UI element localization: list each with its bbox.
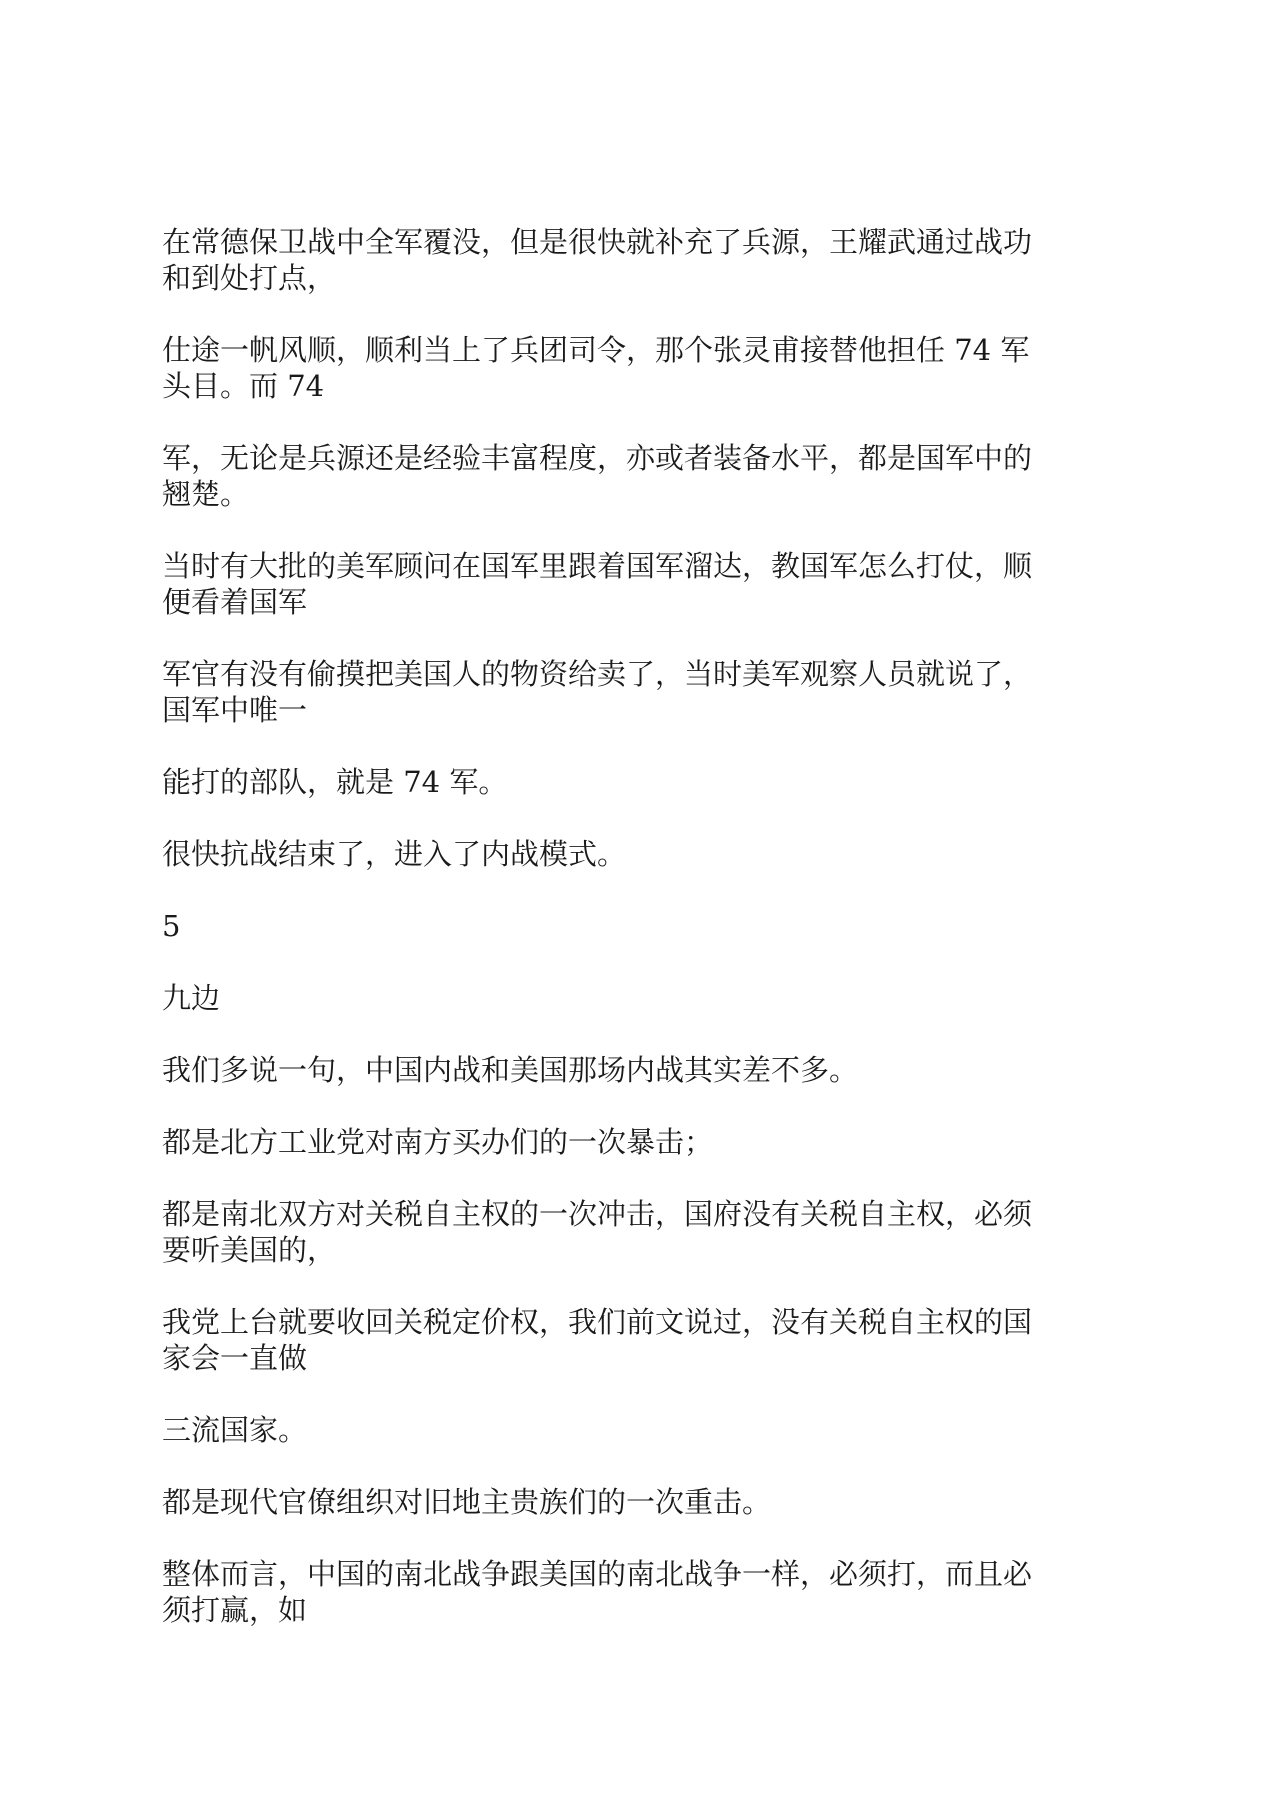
paragraph-10 [162,1196,1092,1268]
paragraph-line: 军官有没有偷摸把美国人的物资给卖了，当时美军观察人员就说了， [162,657,1033,691]
paragraph-2 [162,332,1092,404]
paragraph-line: 我们多说一句，中国内战和美国那场内战其实差不多。 [162,1053,859,1087]
paragraph-line: 国军中唯一 [162,693,308,727]
paragraph-12 [162,1412,1092,1448]
paragraph-6 [162,764,1092,800]
paragraph-line: 家会一直做 [162,1341,308,1375]
paragraph-14 [162,1556,1092,1628]
paragraph-line: 要听美国的， [162,1233,337,1267]
paragraph-line: 军，无论是兵源还是经验丰富程度，亦或者装备水平，都是国军中的 [162,441,1033,475]
paragraph-line: 5 [162,909,181,943]
paragraph-9 [162,1124,1092,1160]
paragraph-5 [162,656,1092,728]
paragraph-line: 我党上台就要收回关税定价权，我们前文说过，没有关税自主权的国 [162,1305,1033,1339]
paragraph-8 [162,1052,1092,1088]
paragraph-line: 三流国家。 [162,1413,308,1447]
paragraph-line: 头目。而 74 [162,369,325,403]
document-body [162,224,1092,1664]
paragraph-line: 很快抗战结束了，进入了内战模式。 [162,837,627,871]
paragraph-3 [162,440,1092,512]
paragraph-line: 当时有大批的美军顾问在国军里跟着国军溜达，教国军怎么打仗，顺 [162,549,1033,583]
paragraph-line: 都是现代官僚组织对旧地主贵族们的一次重击。 [162,1485,772,1519]
paragraph-line: 九边 [162,981,221,1015]
paragraph-4 [162,548,1092,620]
paragraph-line: 能打的部队，就是 74 军。 [162,765,508,799]
paragraph-1 [162,224,1092,296]
paragraph-line: 都是北方工业党对南方买办们的一次暴击； [162,1125,714,1159]
author-name [162,980,1092,1016]
paragraph-line: 须打赢，如 [162,1593,308,1627]
paragraph-line: 都是南北双方对关税自主权的一次冲击，国府没有关税自主权，必须 [162,1197,1033,1231]
paragraph-line: 整体而言，中国的南北战争跟美国的南北战争一样，必须打，而且必 [162,1557,1033,1591]
paragraph-line: 和到处打点， [162,261,337,295]
paragraph-7 [162,836,1092,872]
paragraph-13 [162,1484,1092,1520]
paragraph-line: 仕途一帆风顺，顺利当上了兵团司令，那个张灵甫接替他担任 74 军 [162,333,1030,367]
paragraph-11 [162,1304,1092,1376]
section-number [162,908,1092,944]
paragraph-line: 在常德保卫战中全军覆没，但是很快就补充了兵源，王耀武通过战功 [162,225,1033,259]
paragraph-line: 翘楚。 [162,477,250,511]
paragraph-line: 便看着国军 [162,585,308,619]
